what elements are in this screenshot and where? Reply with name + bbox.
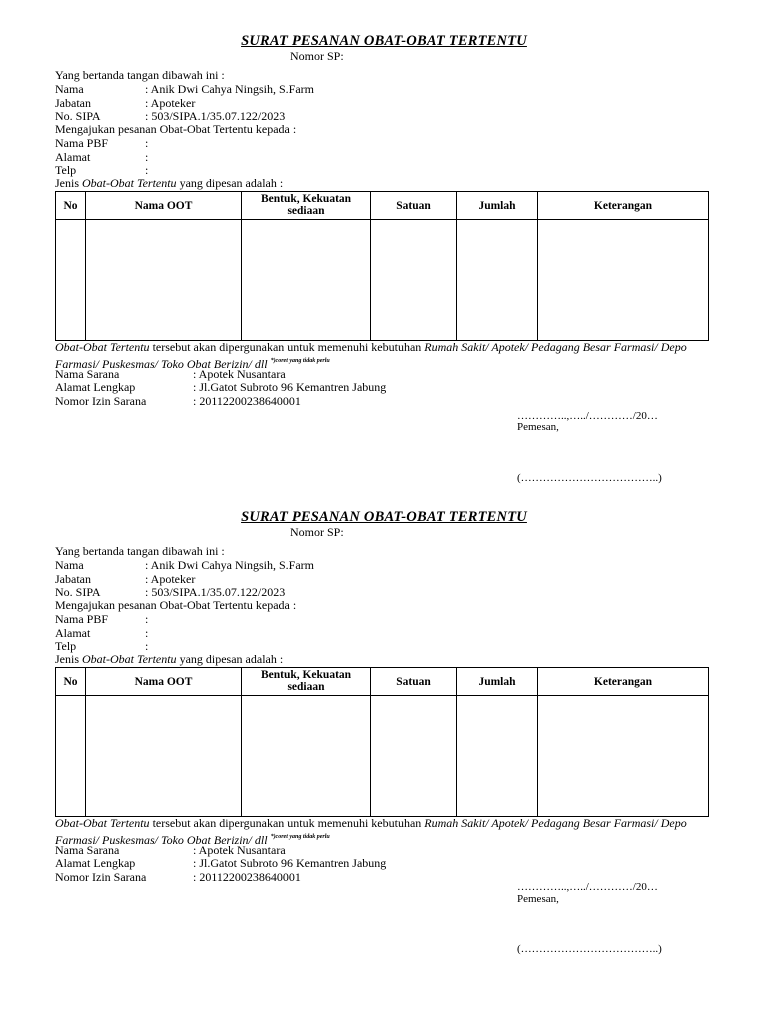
sarana-license-label: Nomor Izin Sarana <box>55 870 147 884</box>
sipa-label: No. SIPA <box>55 585 101 599</box>
jenis-prefix: Jenis <box>55 176 82 190</box>
jenis-line <box>55 652 283 666</box>
cell-keterangan[interactable] <box>538 696 709 817</box>
col-satuan: Satuan <box>371 668 457 696</box>
col-satuan: Satuan <box>371 192 457 220</box>
col-nama-oot: Nama OOT <box>86 668 242 696</box>
note-footnote: *)coret yang tidak perlu <box>270 834 330 840</box>
date-line: …………..,…../…………/20… <box>517 410 658 422</box>
request-line: Mengajukan pesanan Obat-Obat Tertentu kepada : <box>55 598 297 612</box>
nama-label: Nama <box>55 82 84 96</box>
note-plain: tersebut akan dipergunakan untuk memenuhi kebutuhan <box>149 340 425 354</box>
pbf-address-value: : <box>145 626 149 640</box>
pemesan-label: Pemesan, <box>517 893 559 905</box>
pbf-name-value: : <box>145 612 149 626</box>
cell-bentuk[interactable] <box>242 220 371 341</box>
sarana-address-label: Alamat Lengkap <box>55 380 136 394</box>
sarana-address-label: Alamat Lengkap <box>55 856 136 870</box>
col-keterangan: Keterangan <box>538 192 709 220</box>
pbf-phone-value: : <box>145 163 149 177</box>
form-title: SURAT PESANAN OBAT-OBAT TERTENTU <box>241 509 527 525</box>
cell-jumlah[interactable] <box>457 696 538 817</box>
sipa-label: No. SIPA <box>55 109 101 123</box>
intro-text: Yang bertanda tangan dibawah ini : <box>55 68 225 82</box>
order-form-1 <box>0 0 768 484</box>
jenis-italic: Obat-Obat Tertentu <box>82 176 177 190</box>
jenis-suffix: yang dipesan adalah : <box>176 176 284 190</box>
order-table <box>55 191 709 341</box>
nomor-sp: Nomor SP: <box>290 525 344 539</box>
form-title: SURAT PESANAN OBAT-OBAT TERTENTU <box>241 33 527 49</box>
col-no: No <box>56 192 86 220</box>
pbf-address-value: : <box>145 150 149 164</box>
cell-nama-oot[interactable] <box>86 220 242 341</box>
jabatan-value: : Apoteker <box>145 96 196 110</box>
sarana-name-value: : Apotek Nusantara <box>193 843 286 857</box>
nama-value: : Anik Dwi Cahya Ningsih, S.Farm <box>145 82 315 96</box>
note-italic-1: Obat-Obat Tertentu <box>55 340 150 354</box>
sipa-value: : 503/SIPA.1/35.07.122/2023 <box>145 109 286 123</box>
date-line: …………..,…../…………/20… <box>517 881 658 893</box>
cell-satuan[interactable] <box>371 220 457 341</box>
note-italic-2: Rumah Sakit/ Apotek/ Pedagang Besar Farmasi/ Depo Farmasi/ Puskesmas/ Toko Obat Berizin/ dll <box>55 816 687 847</box>
table-header-row <box>56 668 709 696</box>
signature-line: (………………………………..) <box>517 472 662 484</box>
signature-line: (………………………………..) <box>517 943 662 955</box>
jabatan-value: : Apoteker <box>145 572 196 586</box>
col-bentuk: Bentuk, Kekuatan sediaan <box>242 668 371 696</box>
request-line: Mengajukan pesanan Obat-Obat Tertentu kepada : <box>55 122 297 136</box>
cell-bentuk[interactable] <box>242 696 371 817</box>
col-keterangan: Keterangan <box>538 668 709 696</box>
jenis-line <box>55 176 283 190</box>
nama-label: Nama <box>55 558 84 572</box>
cell-jumlah[interactable] <box>457 220 538 341</box>
table-row <box>56 220 709 341</box>
cell-no[interactable] <box>56 696 86 817</box>
col-no: No <box>56 668 86 696</box>
jenis-prefix: Jenis <box>55 652 82 666</box>
note-plain: tersebut akan dipergunakan untuk memenuhi kebutuhan <box>149 816 425 830</box>
sarana-license-value: : 20112200238640001 <box>193 870 301 884</box>
sarana-license-value: : 20112200238640001 <box>193 394 301 408</box>
cell-nama-oot[interactable] <box>86 696 242 817</box>
sarana-name-label: Nama Sarana <box>55 843 120 857</box>
pbf-address-label: Alamat <box>55 626 91 640</box>
jabatan-label: Jabatan <box>55 572 91 586</box>
pbf-address-label: Alamat <box>55 150 91 164</box>
jabatan-label: Jabatan <box>55 96 91 110</box>
jenis-italic: Obat-Obat Tertentu <box>82 652 177 666</box>
sipa-value: : 503/SIPA.1/35.07.122/2023 <box>145 585 286 599</box>
pbf-name-label: Nama PBF <box>55 136 109 150</box>
pbf-phone-label: Telp <box>55 163 77 177</box>
nomor-sp: Nomor SP: <box>290 49 344 63</box>
pbf-phone-label: Telp <box>55 639 77 653</box>
sarana-name-label: Nama Sarana <box>55 367 120 381</box>
note-footnote: *)coret yang tidak perlu <box>270 358 330 364</box>
sarana-name-value: : Apotek Nusantara <box>193 367 286 381</box>
pbf-name-label: Nama PBF <box>55 612 109 626</box>
note-italic-2: Rumah Sakit/ Apotek/ Pedagang Besar Farmasi/ Depo Farmasi/ Puskesmas/ Toko Obat Berizin/ dll <box>55 340 687 371</box>
intro-text: Yang bertanda tangan dibawah ini : <box>55 544 225 558</box>
col-jumlah: Jumlah <box>457 668 538 696</box>
sarana-license-label: Nomor Izin Sarana <box>55 394 147 408</box>
usage-note <box>55 816 715 847</box>
nama-value: : Anik Dwi Cahya Ningsih, S.Farm <box>145 558 315 572</box>
pbf-name-value: : <box>145 136 149 150</box>
pbf-phone-value: : <box>145 639 149 653</box>
table-header-row <box>56 192 709 220</box>
usage-note <box>55 340 715 371</box>
note-italic-1: Obat-Obat Tertentu <box>55 816 150 830</box>
col-nama-oot: Nama OOT <box>86 192 242 220</box>
cell-keterangan[interactable] <box>538 220 709 341</box>
order-table <box>55 667 709 817</box>
sarana-address-value: : Jl.Gatot Subroto 96 Kemantren Jabung <box>193 380 387 394</box>
pemesan-label: Pemesan, <box>517 421 559 433</box>
cell-satuan[interactable] <box>371 696 457 817</box>
col-bentuk: Bentuk, Kekuatan sediaan <box>242 192 371 220</box>
sarana-address-value: : Jl.Gatot Subroto 96 Kemantren Jabung <box>193 856 387 870</box>
cell-no[interactable] <box>56 220 86 341</box>
order-form-2 <box>0 476 768 956</box>
jenis-suffix: yang dipesan adalah : <box>176 652 284 666</box>
col-jumlah: Jumlah <box>457 192 538 220</box>
table-row <box>56 696 709 817</box>
